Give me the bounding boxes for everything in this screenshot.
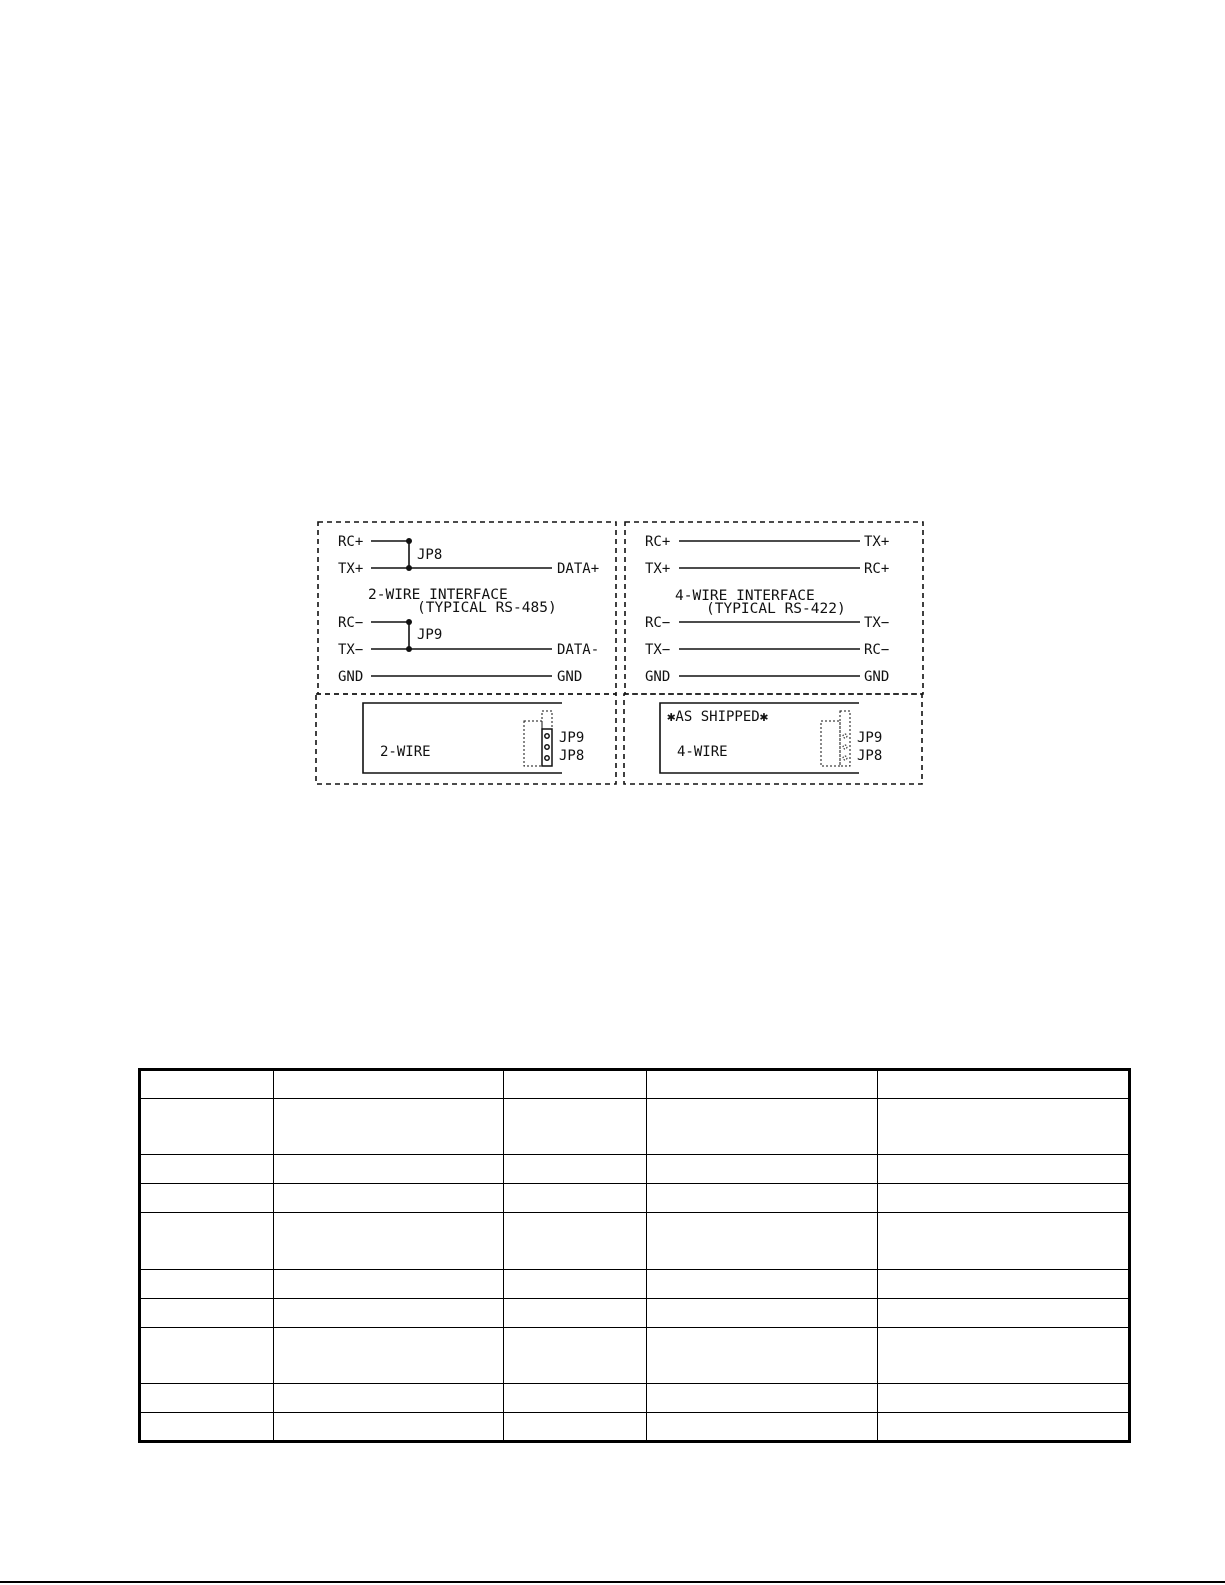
jumper-header-outline [821,721,840,766]
table-cell [274,1070,504,1099]
table-cell [274,1298,504,1327]
table-cell [274,1184,504,1213]
board-label-jp8: JP8 [857,748,883,764]
table-cell [274,1099,504,1155]
jumper-pin [545,745,549,749]
output-label-tx-plus: TX+ [864,534,890,550]
junction-dot [406,538,412,544]
output-label-rc-minus: RC− [864,642,890,658]
output-label-data-minus: DATA- [557,642,600,658]
table-cell [274,1412,504,1441]
table-cell [140,1269,274,1298]
pin-label-rc-plus: RC+ [338,534,364,550]
table-cell [878,1099,1130,1155]
output-label-gnd: GND [864,669,890,685]
table-cell [274,1269,504,1298]
jumper-label-jp8: JP8 [417,547,443,563]
interface-subtitle: (TYPICAL RS-422) [706,601,846,617]
table-row [140,1298,1130,1327]
table-cell [140,1412,274,1441]
table-cell [878,1070,1130,1099]
table-cell [274,1327,504,1383]
junction-dot [406,619,412,625]
jumper-header-outline [524,721,542,766]
jumper-pin [545,756,549,760]
table-cell [878,1184,1130,1213]
jumper-pin [843,745,847,749]
table-cell [504,1070,647,1099]
junction-dot [406,646,412,652]
table-cell [140,1298,274,1327]
table-cell [647,1099,878,1155]
board-label-four-wire: 4-WIRE [677,744,728,760]
board-label-jp9: JP9 [857,730,883,746]
table-cell [647,1269,878,1298]
table-cell [878,1155,1130,1184]
table-cell [647,1213,878,1269]
table-cell [140,1213,274,1269]
table-cell [504,1412,647,1441]
jumper-label-jp9: JP9 [417,627,443,643]
table-cell [504,1269,647,1298]
table-row [140,1099,1130,1155]
pin-label-tx-plus: TX+ [645,561,671,577]
output-label-data-plus: DATA+ [557,561,600,577]
jumper-header-outline [840,711,850,766]
table-cell [647,1155,878,1184]
output-label-tx-minus: TX− [864,615,890,631]
table-row [140,1070,1130,1099]
table-cell [878,1213,1130,1269]
pin-label-tx-plus: TX+ [338,561,364,577]
table-cell [504,1155,647,1184]
pin-label-rc-minus: RC− [645,615,671,631]
table-cell [647,1412,878,1441]
table-cell [504,1099,647,1155]
pin-label-gnd: GND [645,669,671,685]
table-row [140,1269,1130,1298]
table-row [140,1383,1130,1412]
pin-label-tx-minus: TX− [645,642,671,658]
table-cell [504,1184,647,1213]
table-cell [878,1298,1130,1327]
table-cell [504,1298,647,1327]
jumper-pin [545,734,549,738]
table-cell [140,1155,274,1184]
table-cell [878,1269,1130,1298]
table-cell [647,1327,878,1383]
table-cell [647,1070,878,1099]
interface-subtitle: (TYPICAL RS-485) [417,600,557,616]
table-row [140,1213,1130,1269]
board-label-jp9: JP9 [559,730,585,746]
table-cell [274,1155,504,1184]
pin-label-tx-minus: TX− [338,642,364,658]
board-label-two-wire: 2-WIRE [380,744,431,760]
table-cell [140,1383,274,1412]
table-row [140,1184,1130,1213]
table-cell [140,1184,274,1213]
table-cell [504,1327,647,1383]
table-cell [878,1327,1130,1383]
output-label-gnd: GND [557,669,583,685]
table-cell [274,1213,504,1269]
table-cell [140,1099,274,1155]
table-cell [504,1383,647,1412]
table-cell [504,1213,647,1269]
table-cell [647,1184,878,1213]
table-row [140,1412,1130,1441]
interface-title: 2-WIRE INTERFACE [368,587,508,603]
pin-label-rc-minus: RC− [338,615,364,631]
jumper-pin [843,756,847,760]
output-label-rc-plus: RC+ [864,561,890,577]
table-cell [878,1412,1130,1441]
table-row [140,1155,1130,1184]
board-label-jp8: JP8 [559,748,585,764]
table-cell [878,1383,1130,1412]
jumper-header-outline [542,711,552,729]
table-cell [140,1327,274,1383]
table-cell [647,1298,878,1327]
two-wire-board-outline [363,703,562,773]
junction-dot [406,565,412,571]
table-row [140,1327,1130,1383]
table-cell [274,1383,504,1412]
page-bottom-rule [0,1581,1225,1583]
board-note-as-shipped: ✱AS SHIPPED✱ [667,709,769,725]
table-cell [140,1070,274,1099]
jumper-settings-table [138,1068,1131,1443]
table-cell [647,1383,878,1412]
pin-label-rc-plus: RC+ [645,534,671,550]
interface-title: 4-WIRE INTERFACE [675,588,815,604]
jumper-pin [843,734,847,738]
pin-label-gnd: GND [338,669,364,685]
